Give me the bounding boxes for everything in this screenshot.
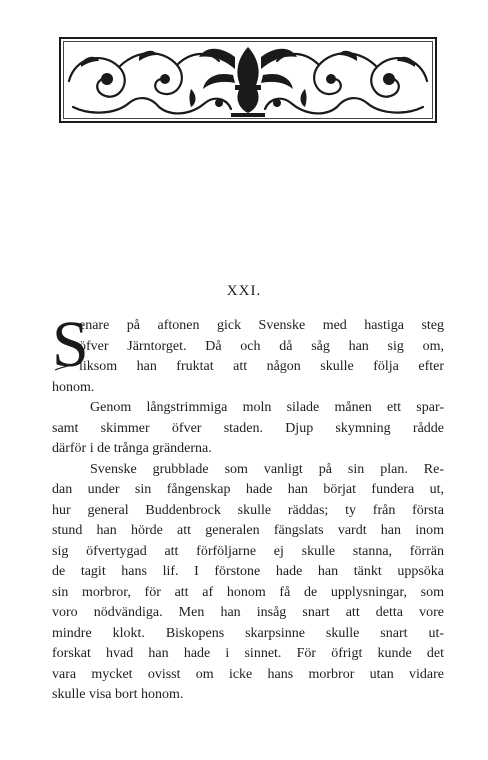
text-line: forskat hvad han hade i sinnet. För öfrigt kunde det (52, 646, 444, 661)
paragraph-3 (52, 460, 444, 706)
text-line: hur general Buddenbrock skulle räddas; ty från första (52, 502, 444, 518)
text-line: enare på aftonen gick Svenske med hastiga steg (79, 318, 444, 333)
text-line: vara mycket ovisst om icke hans morbror utan vidare (52, 666, 444, 682)
text-line: stund han hörde att generalen fängslats vardt han inom (52, 523, 444, 538)
paragraph-2 (52, 398, 444, 460)
text-line: liksom han fruktat att någon skulle följa efter (79, 359, 444, 374)
text-line: skulle visa bort honom. (52, 687, 184, 702)
chapter-heading: XXI. (226, 283, 262, 299)
text-line: de tagit hans lif. I förstone hade han tänkt uppsöka (52, 564, 444, 579)
text-line: sig öfvertygad att förföljarne ej skulle stanna, förrän (52, 543, 444, 559)
text-line: honom. (52, 379, 95, 395)
text-line: Svenske grubblade som vanligt på sin plan. Re- (90, 461, 444, 477)
paragraph-1 (52, 316, 444, 398)
text-line: dan under sin fångenskap hade han börjat fundera ut, (52, 482, 444, 497)
text-line: mindre klokt. Biskopens skarpsinne skulle snart ut- (52, 625, 444, 641)
text-line: därför i de trånga gränderna. (52, 441, 212, 456)
header-ornament (59, 37, 437, 123)
scroll-ornament-icon (59, 37, 437, 123)
body-text (52, 316, 444, 706)
text-line: samt skimmer öfver staden. Djup skymning rådde (52, 420, 444, 436)
text-line: Genom långstrimmiga moln silade månen ett spar- (90, 400, 444, 415)
drop-cap-glyph: S (52, 308, 89, 381)
text-line: sin morbror, för att af honom få de upplysningar, som (52, 584, 444, 600)
text-line: öfver Järntorget. Då och då såg han sig om, (79, 338, 444, 354)
text-line: voro nödvändiga. Men han insåg snart att detta vore (52, 605, 444, 620)
